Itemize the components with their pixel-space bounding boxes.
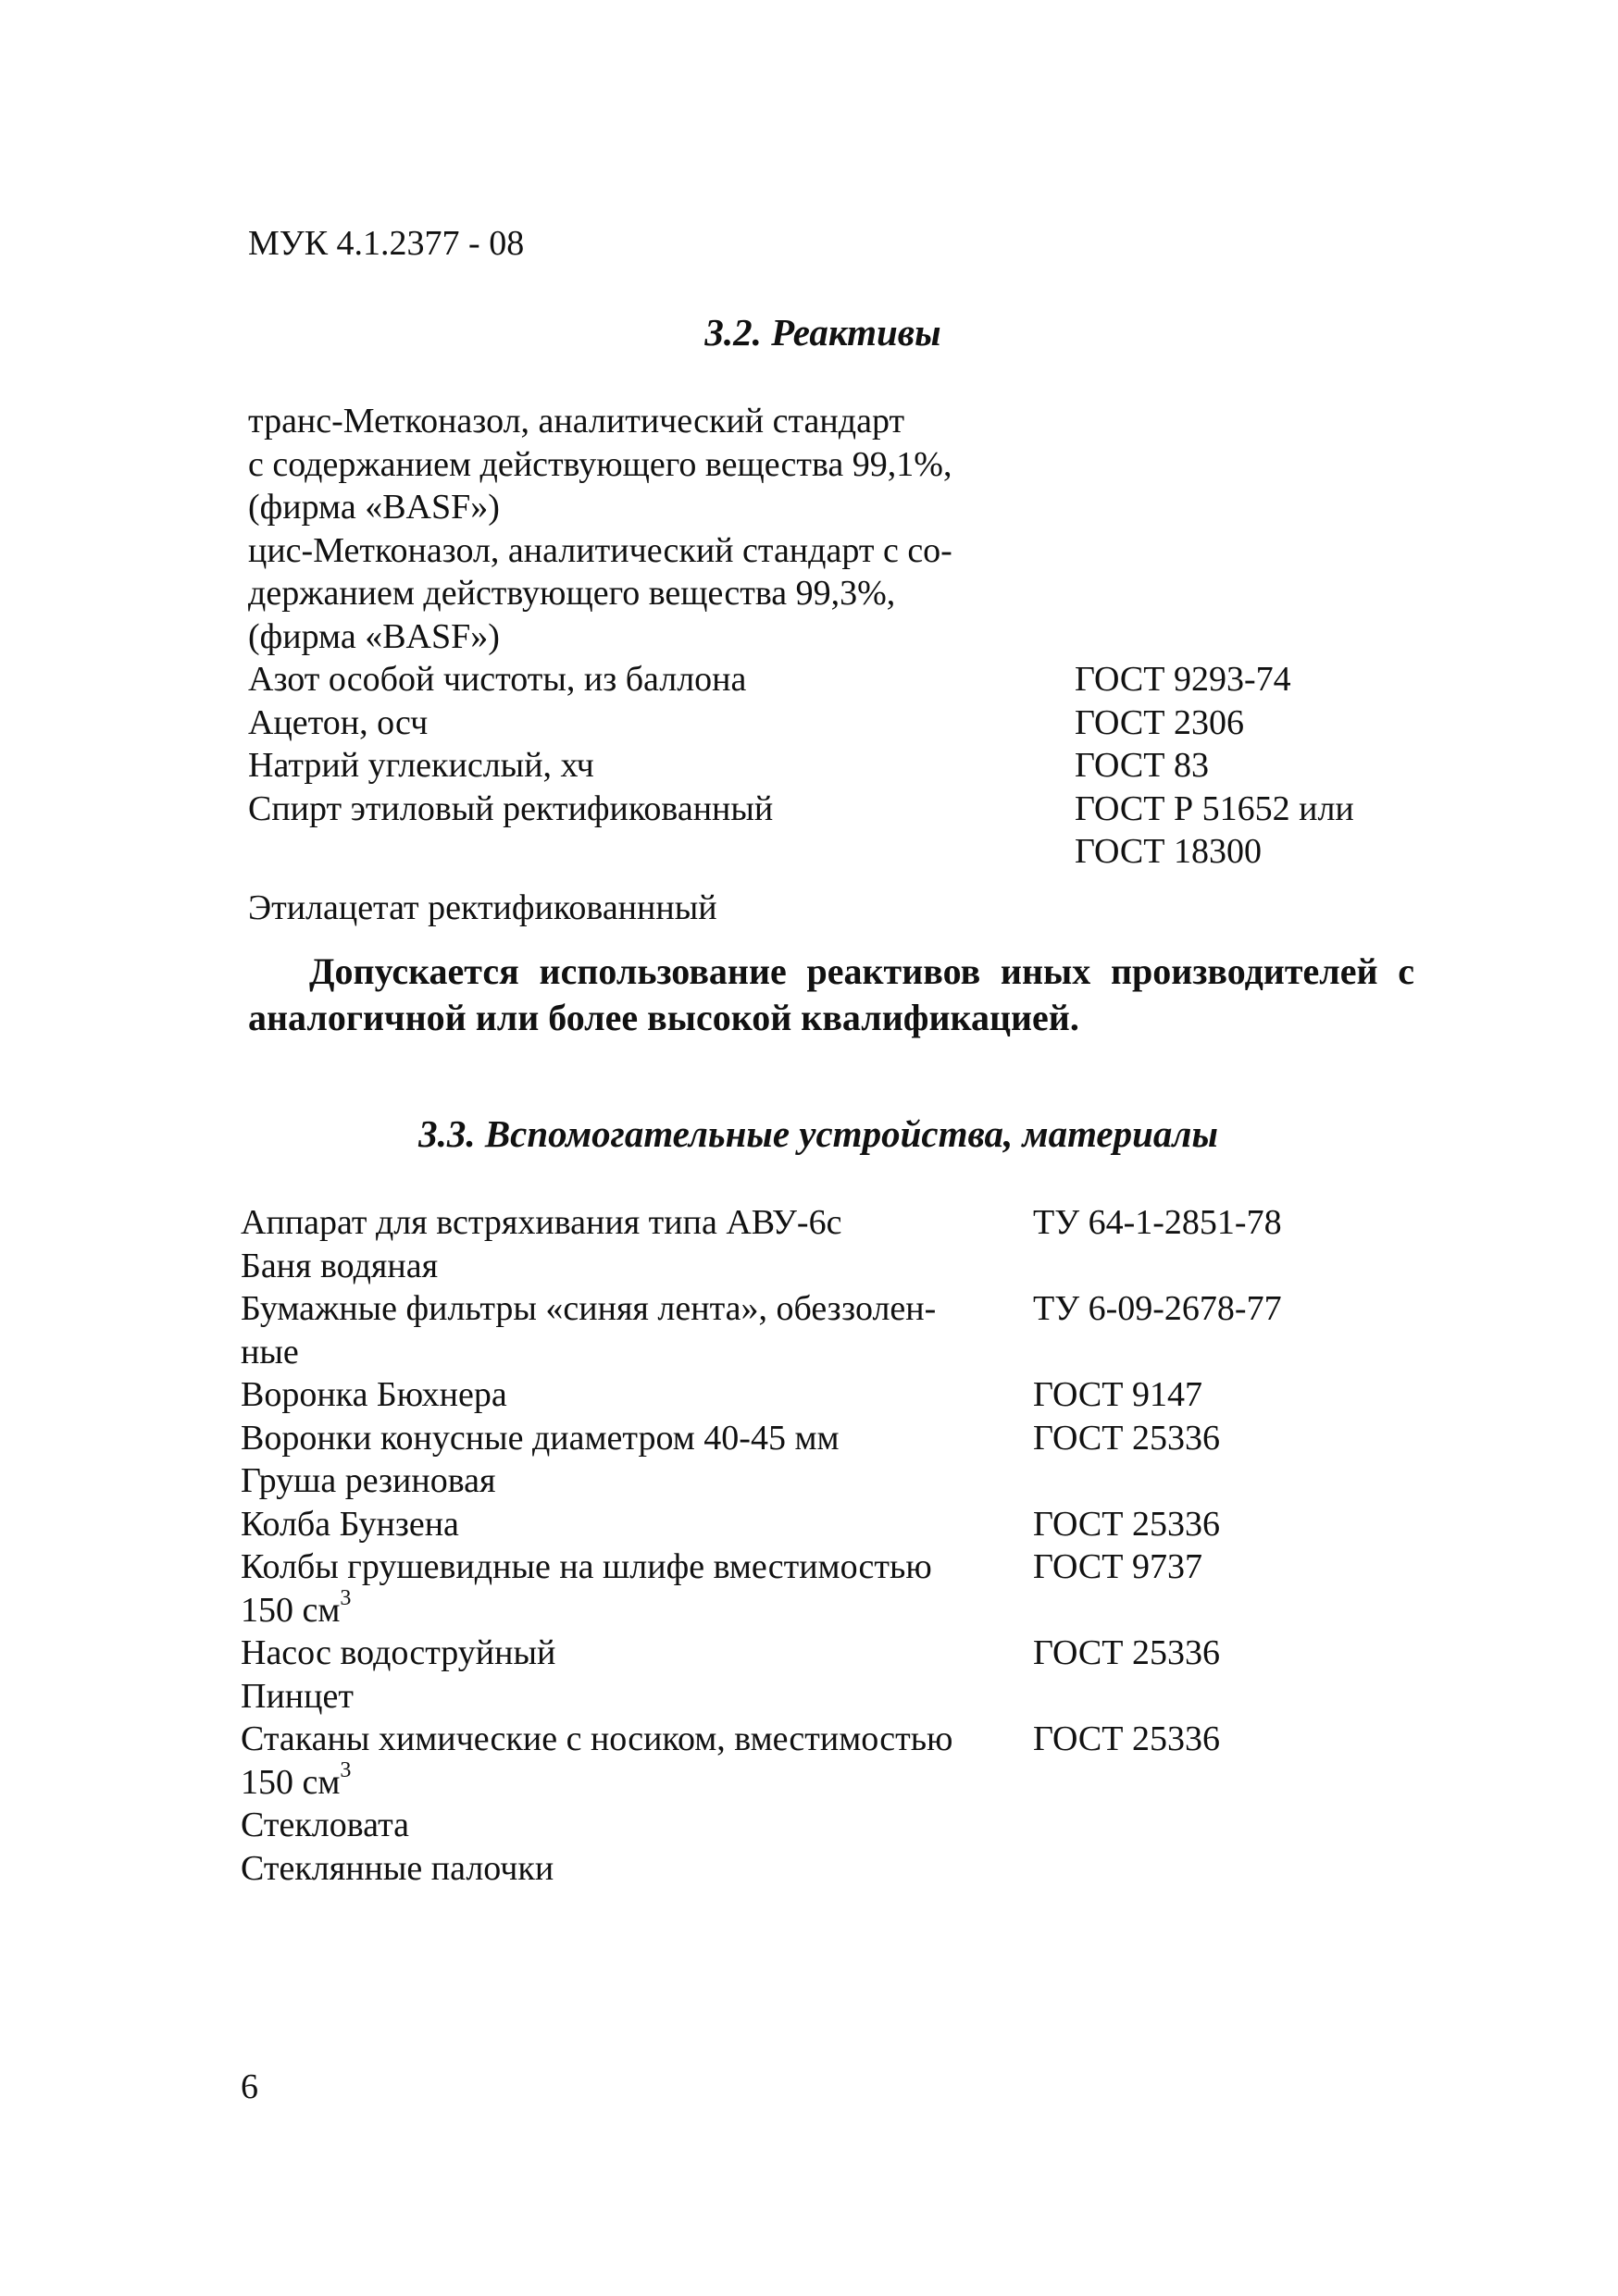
equipment-standard: ТУ 64-1-2851-78	[1033, 1203, 1282, 1242]
equipment-list	[241, 1201, 1444, 1890]
document-code: МУК 4.1.2377 - 08	[248, 224, 525, 263]
reagent-line: транс-Метконазол, аналитический стандарт	[248, 402, 905, 441]
reagents-note: Допускается использование реактивов иных производителей с аналогичной или более высокой квалификацией.	[248, 950, 1414, 1038]
reagent-standards-block	[248, 400, 1451, 658]
section-heading-equipment: 3.3. Вспомогательные устройства, материалы	[418, 1112, 1218, 1155]
equipment-standard: ГОСТ 25336	[1033, 1633, 1220, 1672]
reagent-row	[248, 744, 1451, 788]
reagent-line: с содержанием действующего вещества 99,1%,	[248, 444, 952, 484]
equipment-row	[241, 1201, 1444, 1245]
equipment-row	[241, 1675, 1444, 1719]
equipment-name: Насос водоструйный	[241, 1633, 556, 1672]
equipment-row	[241, 1585, 1444, 1632]
equipment-row	[241, 1245, 1444, 1288]
reagent-last-item: Этилацетат ректификованнный	[248, 887, 717, 927]
equipment-standard: ГОСТ 9737	[1033, 1547, 1202, 1586]
equipment-name: Стаканы химические с носиком, вместимостью	[241, 1719, 953, 1758]
equipment-row	[241, 1503, 1444, 1546]
equipment-name: 150 см	[241, 1762, 341, 1802]
reagent-line: цис-Метконазол, аналитический стандарт с со-	[248, 530, 952, 570]
equipment-row	[241, 1718, 1444, 1761]
equipment-name: Баня водяная	[241, 1246, 439, 1285]
equipment-name: Аппарат для встряхивания типа АВУ-6с	[241, 1203, 842, 1242]
equipment-volume	[241, 1585, 1033, 1632]
equipment-volume	[241, 1757, 1033, 1805]
equipment-row	[241, 1417, 1444, 1460]
equipment-row	[241, 1847, 1444, 1891]
reagent-name	[248, 830, 1075, 874]
equipment-row	[241, 1459, 1444, 1503]
equipment-row	[241, 1804, 1444, 1847]
reagent-line: (фирма «BASF»)	[248, 616, 500, 656]
equipment-name: 150 см	[241, 1590, 341, 1630]
equipment-standard: ГОСТ 25336	[1033, 1418, 1220, 1458]
reagent-name: Натрий углекислый, хч	[248, 746, 594, 785]
reagent-standard: ГОСТ 18300	[1075, 832, 1262, 871]
equipment-name: ные	[241, 1332, 299, 1371]
superscript-3: 3	[340, 1585, 352, 1610]
reagent-row	[248, 788, 1451, 831]
reagent-line: (фирма «BASF»)	[248, 488, 500, 527]
equipment-row	[241, 1757, 1444, 1805]
equipment-row	[241, 1632, 1444, 1675]
page-number: 6	[241, 2067, 258, 2106]
equipment-name: Воронка Бюхнера	[241, 1375, 507, 1414]
equipment-name: Груша резиновая	[241, 1461, 496, 1500]
equipment-standard: ГОСТ 25336	[1033, 1719, 1220, 1758]
reagent-row	[248, 701, 1451, 745]
reagent-name: Спирт этиловый ректификованный	[248, 788, 774, 828]
equipment-name: Стекловата	[241, 1806, 410, 1844]
reagent-line: держанием действующего вещества 99,3%,	[248, 574, 896, 613]
reagent-standard: ГОСТ Р 51652 или	[1075, 788, 1354, 828]
equipment-row	[241, 1373, 1444, 1417]
equipment-row	[241, 1287, 1444, 1331]
reagent-row	[248, 658, 1451, 701]
equipment-standard: ТУ 6-09-2678-77	[1033, 1289, 1282, 1328]
reagent-name: Ацетон, осч	[248, 702, 429, 742]
equipment-name: Воронки конусные диаметром 40-45 мм	[241, 1418, 840, 1458]
equipment-standard: ГОСТ 9147	[1033, 1375, 1202, 1414]
equipment-name: Бумажные фильтры «синяя лента», обеззолен-	[241, 1289, 937, 1328]
superscript-3: 3	[340, 1757, 352, 1782]
equipment-name: Пинцет	[241, 1676, 354, 1716]
reagent-row	[248, 830, 1451, 874]
equipment-row	[241, 1331, 1444, 1374]
reagent-name: Азот особой чистоты, из баллона	[248, 660, 747, 699]
equipment-name: Колбы грушевидные на шлифе вместимостью	[241, 1547, 932, 1586]
section-heading-reagents: 3.2. Реактивы	[704, 311, 941, 354]
equipment-name: Колба Бунзена	[241, 1504, 459, 1544]
equipment-name: Стеклянные палочки	[241, 1848, 554, 1888]
equipment-standard: ГОСТ 25336	[1033, 1504, 1220, 1544]
reagents-list	[248, 400, 1451, 929]
equipment-row	[241, 1545, 1444, 1589]
reagent-standard: ГОСТ 2306	[1075, 702, 1244, 742]
reagent-standard: ГОСТ 83	[1075, 746, 1209, 785]
reagent-standard: ГОСТ 9293-74	[1075, 660, 1291, 699]
